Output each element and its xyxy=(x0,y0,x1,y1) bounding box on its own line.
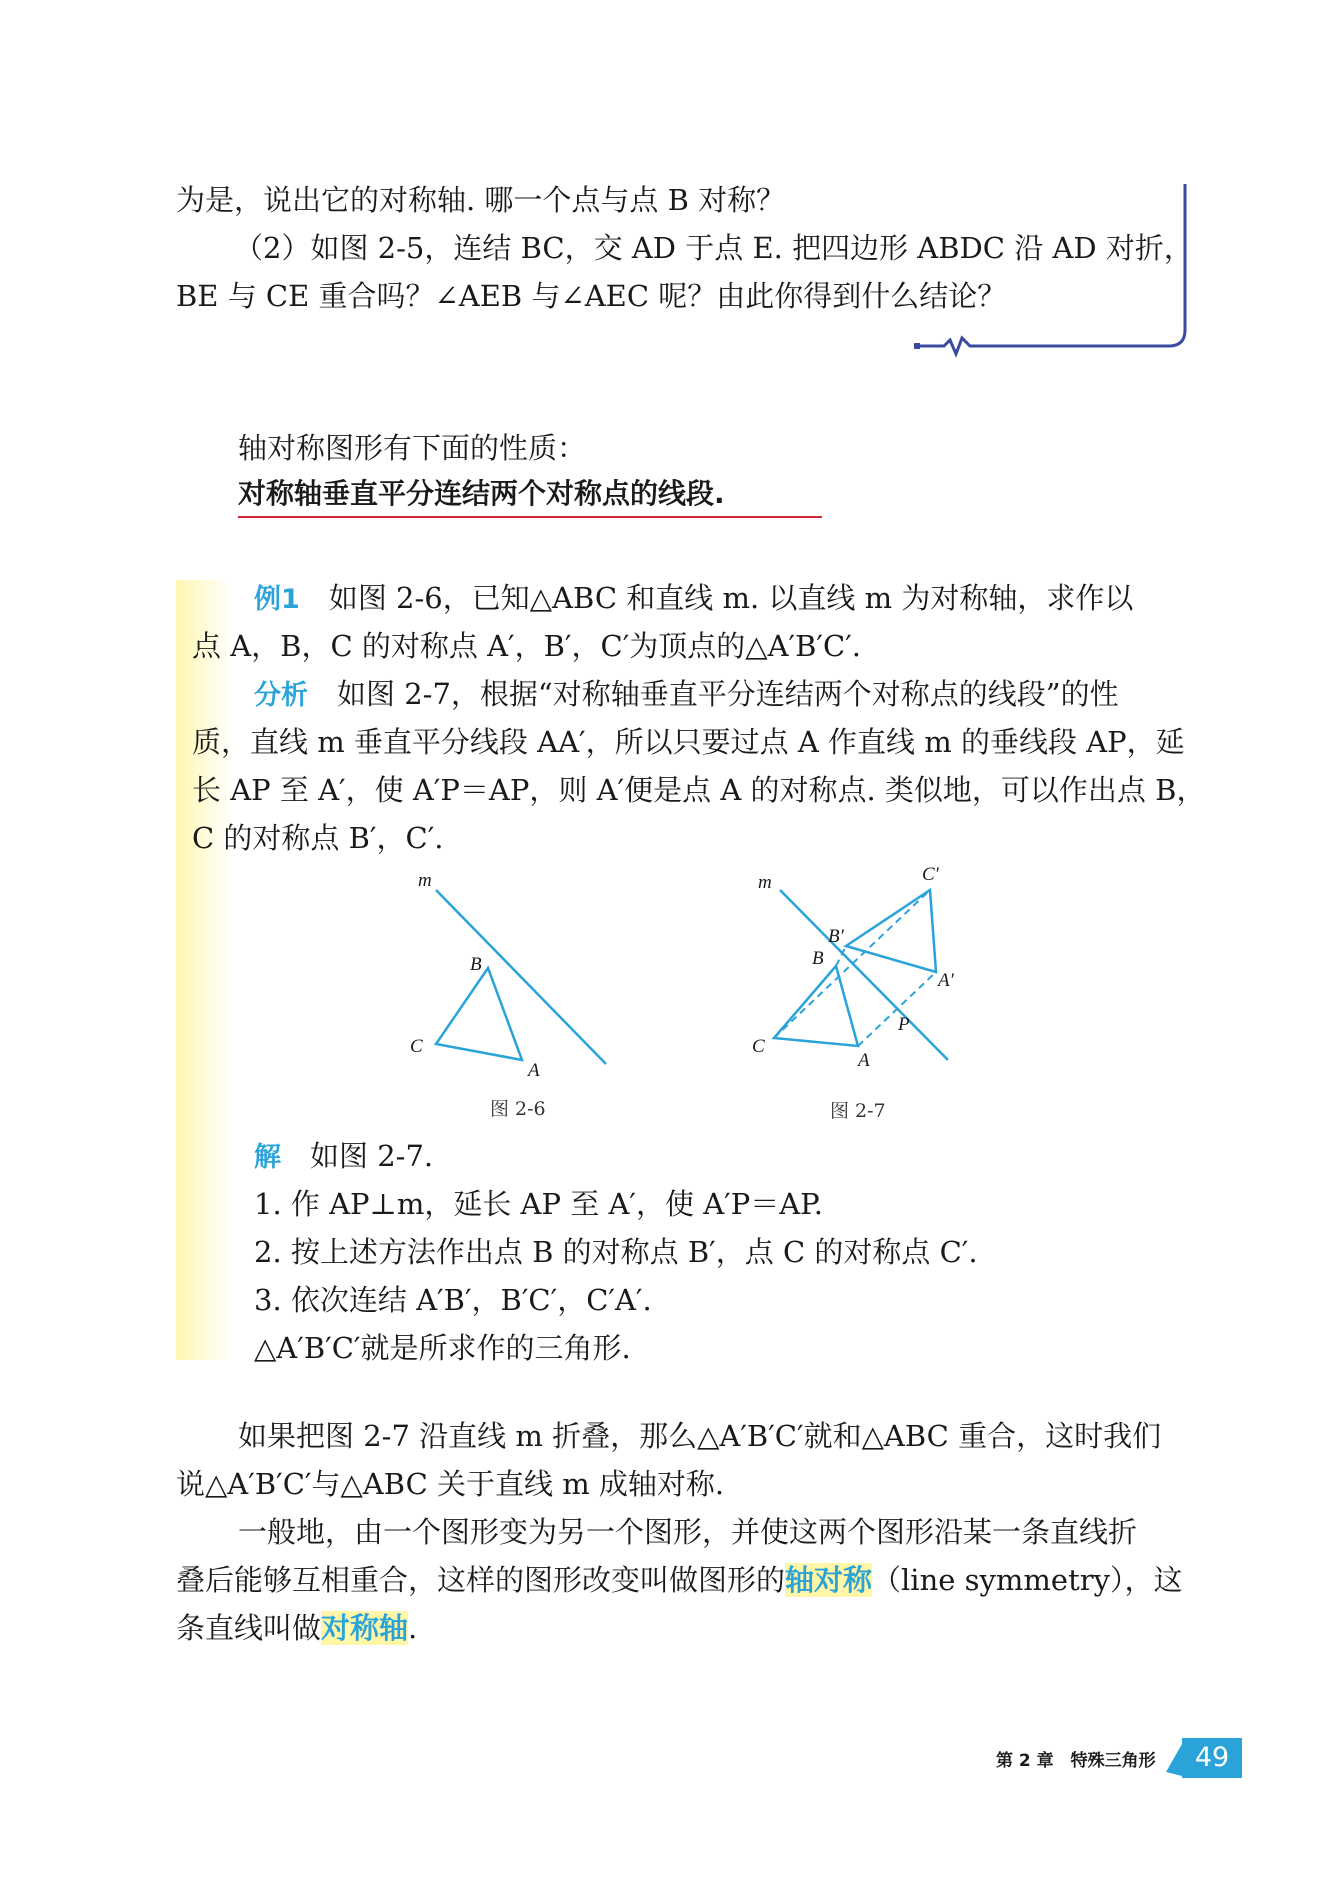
property-underline xyxy=(238,516,822,518)
solution-step-1: 1. 作 AP⊥m，延长 AP 至 A′，使 A′P＝AP. xyxy=(254,1187,824,1221)
property-statement: 对称轴垂直平分连结两个对称点的线段. xyxy=(238,477,725,510)
label-b: B xyxy=(812,948,824,969)
triangle-abc xyxy=(436,968,522,1060)
discussion-line-1: 为是，说出它的对称轴. 哪一个点与点 B 对称？ xyxy=(176,183,786,217)
figure-2-6-caption: 图 2-6 xyxy=(490,1098,546,1120)
page-number: 49 xyxy=(1182,1738,1242,1778)
figure-2-7-caption: 图 2-7 xyxy=(830,1100,886,1122)
body-p2-line-2-text: 叠后能够互相重合，这样的图形改变叫做图形的 xyxy=(176,1563,786,1597)
solution-conclusion: △A′B′C′就是所求作的三角形. xyxy=(254,1331,631,1365)
body-p2-line-3 xyxy=(176,1608,417,1648)
label-c: C xyxy=(410,1036,423,1057)
triangle-abc xyxy=(774,966,858,1046)
label-a: A xyxy=(528,1060,540,1080)
footer-tab-pointer xyxy=(1166,1744,1182,1776)
label-m: m xyxy=(418,870,432,891)
solution-step-3: 3. 依次连结 A′B′，B′C′，C′A′. xyxy=(254,1283,652,1317)
analysis-line-4: C 的对称点 B′，C′. xyxy=(192,821,444,855)
solution-line-0 xyxy=(254,1136,433,1178)
discussion-frame xyxy=(900,180,1200,360)
label-a: A xyxy=(858,1050,870,1071)
footer-chapter: 第 2 章 特殊三角形 xyxy=(996,1751,1156,1771)
term-axis: 对称轴 xyxy=(321,1611,409,1645)
label-p: P xyxy=(898,1014,910,1035)
label-m: m xyxy=(758,872,772,893)
figure-2-7 xyxy=(740,860,1000,1080)
body-p1-line-1: 如果把图 2-7 沿直线 m 折叠，那么△A′B′C′就和△ABC 重合，这时我们 xyxy=(238,1419,1162,1453)
label-c: C xyxy=(752,1036,765,1057)
discussion-line-2: （2）如图 2-5，连结 BC，交 AD 于点 E. 把四边形 ABDC 沿 AD 对折， xyxy=(234,231,1193,265)
example-line-1 xyxy=(254,578,1133,620)
body-p2-line-3-tail: . xyxy=(408,1611,418,1645)
property-intro: 轴对称图形有下面的性质： xyxy=(238,431,587,465)
label-b2: B′ xyxy=(828,926,844,947)
discussion-line-3: BE 与 CE 重合吗？∠AEB 与∠AEC 呢？由此你得到什么结论？ xyxy=(176,279,1007,313)
example-side-strip xyxy=(176,580,232,1360)
analysis-text-1: 如图 2-7，根据“对称轴垂直平分连结两个对称点的线段”的性 xyxy=(337,677,1119,711)
body-p2-line-1: 一般地，由一个图形变为另一个图形，并使这两个图形沿某一条直线折 xyxy=(238,1515,1138,1549)
body-p2-line-2 xyxy=(176,1560,1182,1600)
body-p2-line-3-text: 条直线叫做 xyxy=(176,1611,322,1645)
analysis-label: 分析 xyxy=(254,680,308,711)
analysis-line-2: 质，直线 m 垂直平分线段 AA′，所以只要过点 A 作直线 m 的垂线段 AP，延 xyxy=(192,725,1185,759)
label-c2: C′ xyxy=(922,864,939,885)
body-p2-line-2-tail: （line symmetry），这 xyxy=(872,1563,1183,1597)
analysis-line-3: 长 AP 至 A′，使 A′P＝AP，则 A′便是点 A 的对称点. 类似地，可以作出点 B， xyxy=(192,773,1206,807)
line-m xyxy=(780,890,948,1060)
example-line-2: 点 A，B，C 的对称点 A′，B′，C′为顶点的△A′B′C′. xyxy=(192,629,862,663)
label-a2: A′ xyxy=(938,970,954,991)
term-line-symmetry: 轴对称 xyxy=(785,1563,873,1597)
analysis-line-1 xyxy=(254,674,1119,716)
triangle-a2b2c2 xyxy=(846,890,936,972)
body-p1-line-2: 说△A′B′C′与△ABC 关于直线 m 成轴对称. xyxy=(176,1467,725,1501)
solution-text-0: 如图 2-7. xyxy=(310,1139,434,1173)
solution-label: 解 xyxy=(254,1142,281,1173)
figure-2-6 xyxy=(400,870,630,1080)
label-b: B xyxy=(470,954,482,975)
example-label: 例1 xyxy=(254,584,300,615)
solution-step-2: 2. 按上述方法作出点 B 的对称点 B′，点 C 的对称点 C′. xyxy=(254,1235,978,1269)
line-m xyxy=(436,890,606,1064)
example-text-1: 如图 2-6，已知△ABC 和直线 m. 以直线 m 为对称轴，求作以 xyxy=(328,581,1134,615)
